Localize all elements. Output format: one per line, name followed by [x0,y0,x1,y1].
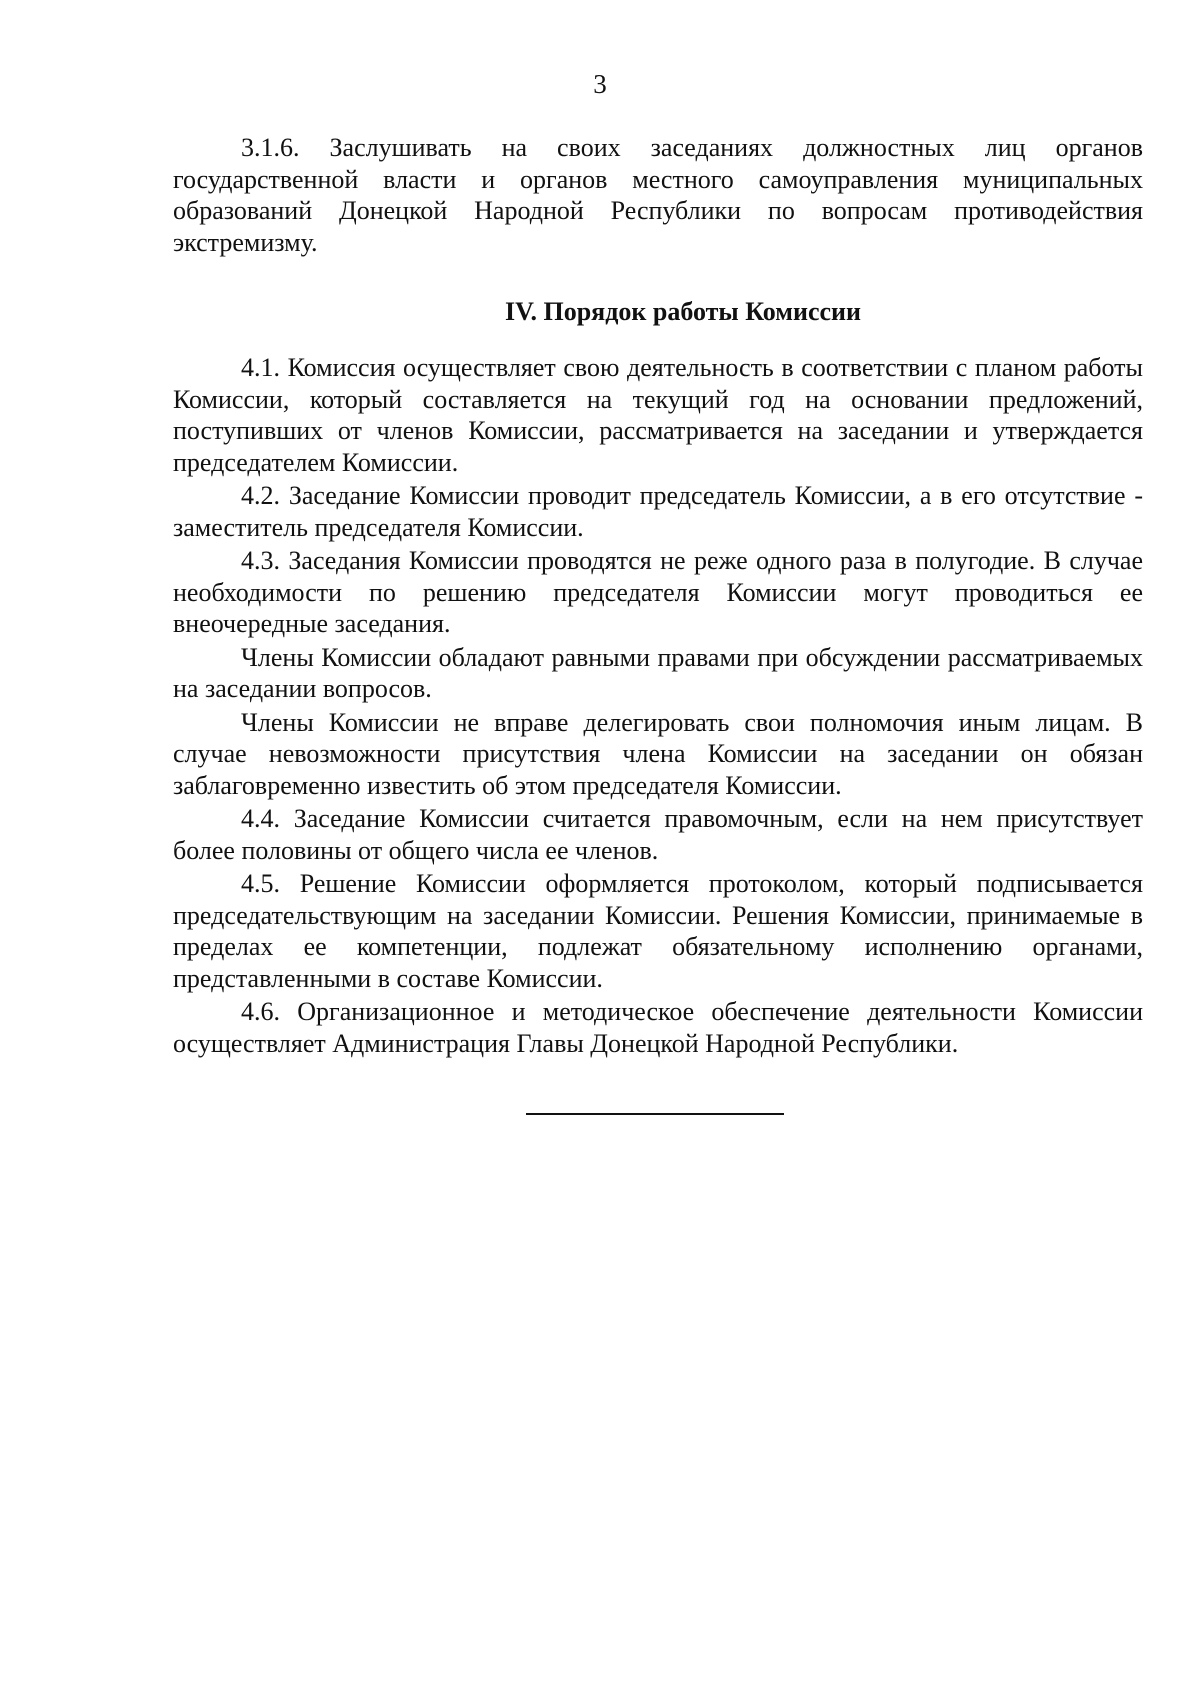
paragraph-4-6: 4.6. Организационное и методическое обеспечение деятельности Комиссии осуществляет Администрация Главы Донецкой Народной Республики. [173,997,1143,1058]
document-body [173,132,1143,1059]
paragraph-4-5: 4.5. Решение Комиссии оформляется протоколом, который подписывается председательствующим на заседании Комиссии. Решения Комиссии, принимаемые в пределах ее компетенции, подлежат обязательному исполнению органами, представленными в составе Комиссии. [173,869,1143,993]
section-heading: IV. Порядок работы Комиссии [504,297,862,326]
paragraph-members-delegation: Члены Комиссии не вправе делегировать свои полномочия иным лицам. В случае невозможности присутствия члена Комиссии на заседании он обязан заблаговременно известить об этом председателя Комиссии. [173,707,1143,800]
paragraph-4-1: 4.1. Комиссия осуществляет свою деятельность в соответствии с планом работы Комиссии, который составляется на текущий год на основании предложений, поступивших от членов Комиссии, рассматривается на заседании и утверждается председателем Комиссии. [173,353,1143,477]
paragraph-3-1-6: 3.1.6. Заслушивать на своих заседаниях должностных лиц органов государственной власти и органов местного самоуправления муниципальных образований Донецкой Народной Республики по вопросам противодействия экстремизму. [173,133,1143,257]
paragraph-4-3: 4.3. Заседания Комиссии проводятся не реже одного раза в полугодие. В случае необходимости по решению председателя Комиссии могут проводиться ее внеочередные заседания. [173,546,1143,638]
page-number: 3 [593,69,607,99]
paragraph-4-2: 4.2. Заседание Комиссии проводит председатель Комиссии, а в его отсутствие - заместитель председателя Комиссии. [173,481,1143,542]
paragraph-4-4: 4.4. Заседание Комиссии считается правомочным, если на нем присутствует более половины от общего числа ее членов. [173,804,1143,865]
paragraph-members-rights: Члены Комиссии обладают равными правами при обсуждении рассматриваемых на заседании вопросов. [173,642,1143,703]
end-of-document-rule [526,1113,784,1115]
